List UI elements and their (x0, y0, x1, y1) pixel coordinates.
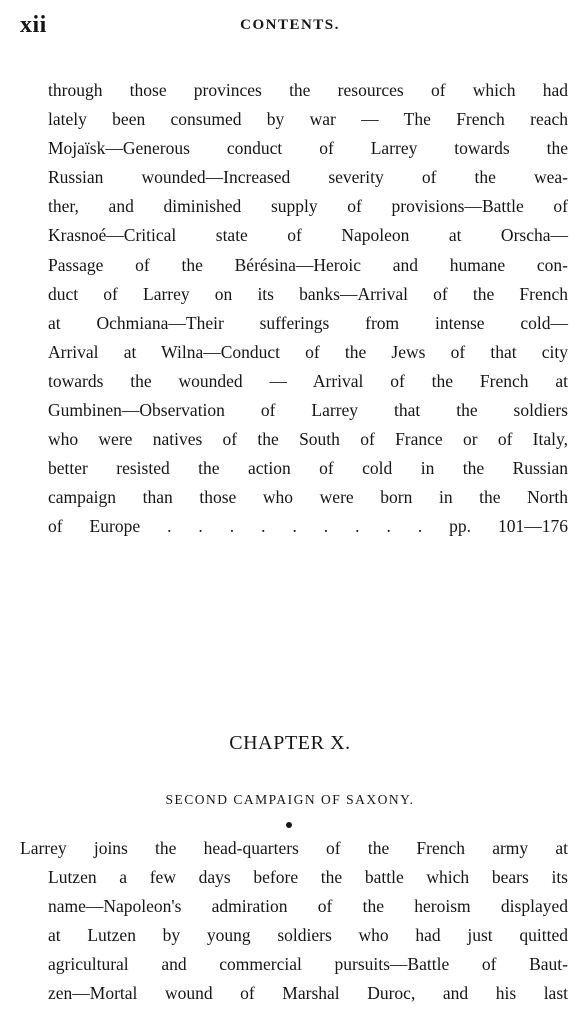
text-line: Passage of the Bérésina—Heroic and humane con- (48, 254, 568, 275)
text-line: agricultural and commercial pursuits—Battle of Baut- (48, 954, 568, 975)
page-header (20, 12, 560, 38)
text-line: duct of Larrey on its banks—Arrival of the French (48, 283, 568, 304)
text-line: through those provinces the resources of which had (48, 80, 568, 100)
contents-entry-chapter-ix (48, 76, 568, 542)
chapter-title: CHAPTER X. (229, 732, 351, 754)
text-line: campaign than those who were born in the North (48, 487, 568, 508)
text-line: Russian wounded—Increased severity of the wea- (48, 167, 568, 188)
text-line: Larrey joins the head-quarters of the French army at (20, 838, 568, 858)
text-line: Krasnoé—Critical state of Napoleon at Orscha— (48, 225, 568, 246)
text-line-with-page-reference (48, 512, 568, 541)
dot-leader: . . . . . . . . . (167, 516, 423, 537)
text-line: name—Napoleon's admiration of the heroism displayed (48, 896, 568, 917)
running-head: CONTENTS. (240, 17, 340, 33)
text-line: Lutzen a few days before the battle which bears its (48, 867, 568, 888)
chapter-subtitle: SECOND CAMPAIGN OF SAXONY. (165, 792, 415, 807)
contents-entry-chapter-x (20, 834, 568, 1009)
page-reference: pp. 101—176 (449, 516, 568, 537)
text-line: towards the wounded — Arrival of the French at (48, 370, 568, 391)
text-line: at Ochmiana—Their sufferings from intense cold— (48, 312, 568, 333)
text-line: Arrival at Wilna—Conduct of the Jews of that city (48, 341, 568, 362)
text-line: ther, and diminished supply of provisions—Battle of (48, 196, 568, 217)
text-line: Gumbinen—Observation of Larrey that the soldiers (48, 400, 568, 421)
entry-end-text: of Europe (48, 516, 141, 537)
text-line: who were natives of the South of France or of Italy, (48, 429, 568, 450)
page-number: xii (20, 12, 47, 38)
text-line: lately been consumed by war — The French reach (48, 109, 568, 130)
ornament-dot (286, 822, 292, 828)
text-line: better resisted the action of cold in the Russian (48, 458, 568, 479)
text-line: zen—Mortal wound of Marshal Duroc, and his last (48, 983, 568, 1004)
text-line: at Lutzen by young soldiers who had just quitted (48, 925, 568, 946)
text-line: Mojaïsk—Generous conduct of Larrey towards the (48, 138, 568, 159)
